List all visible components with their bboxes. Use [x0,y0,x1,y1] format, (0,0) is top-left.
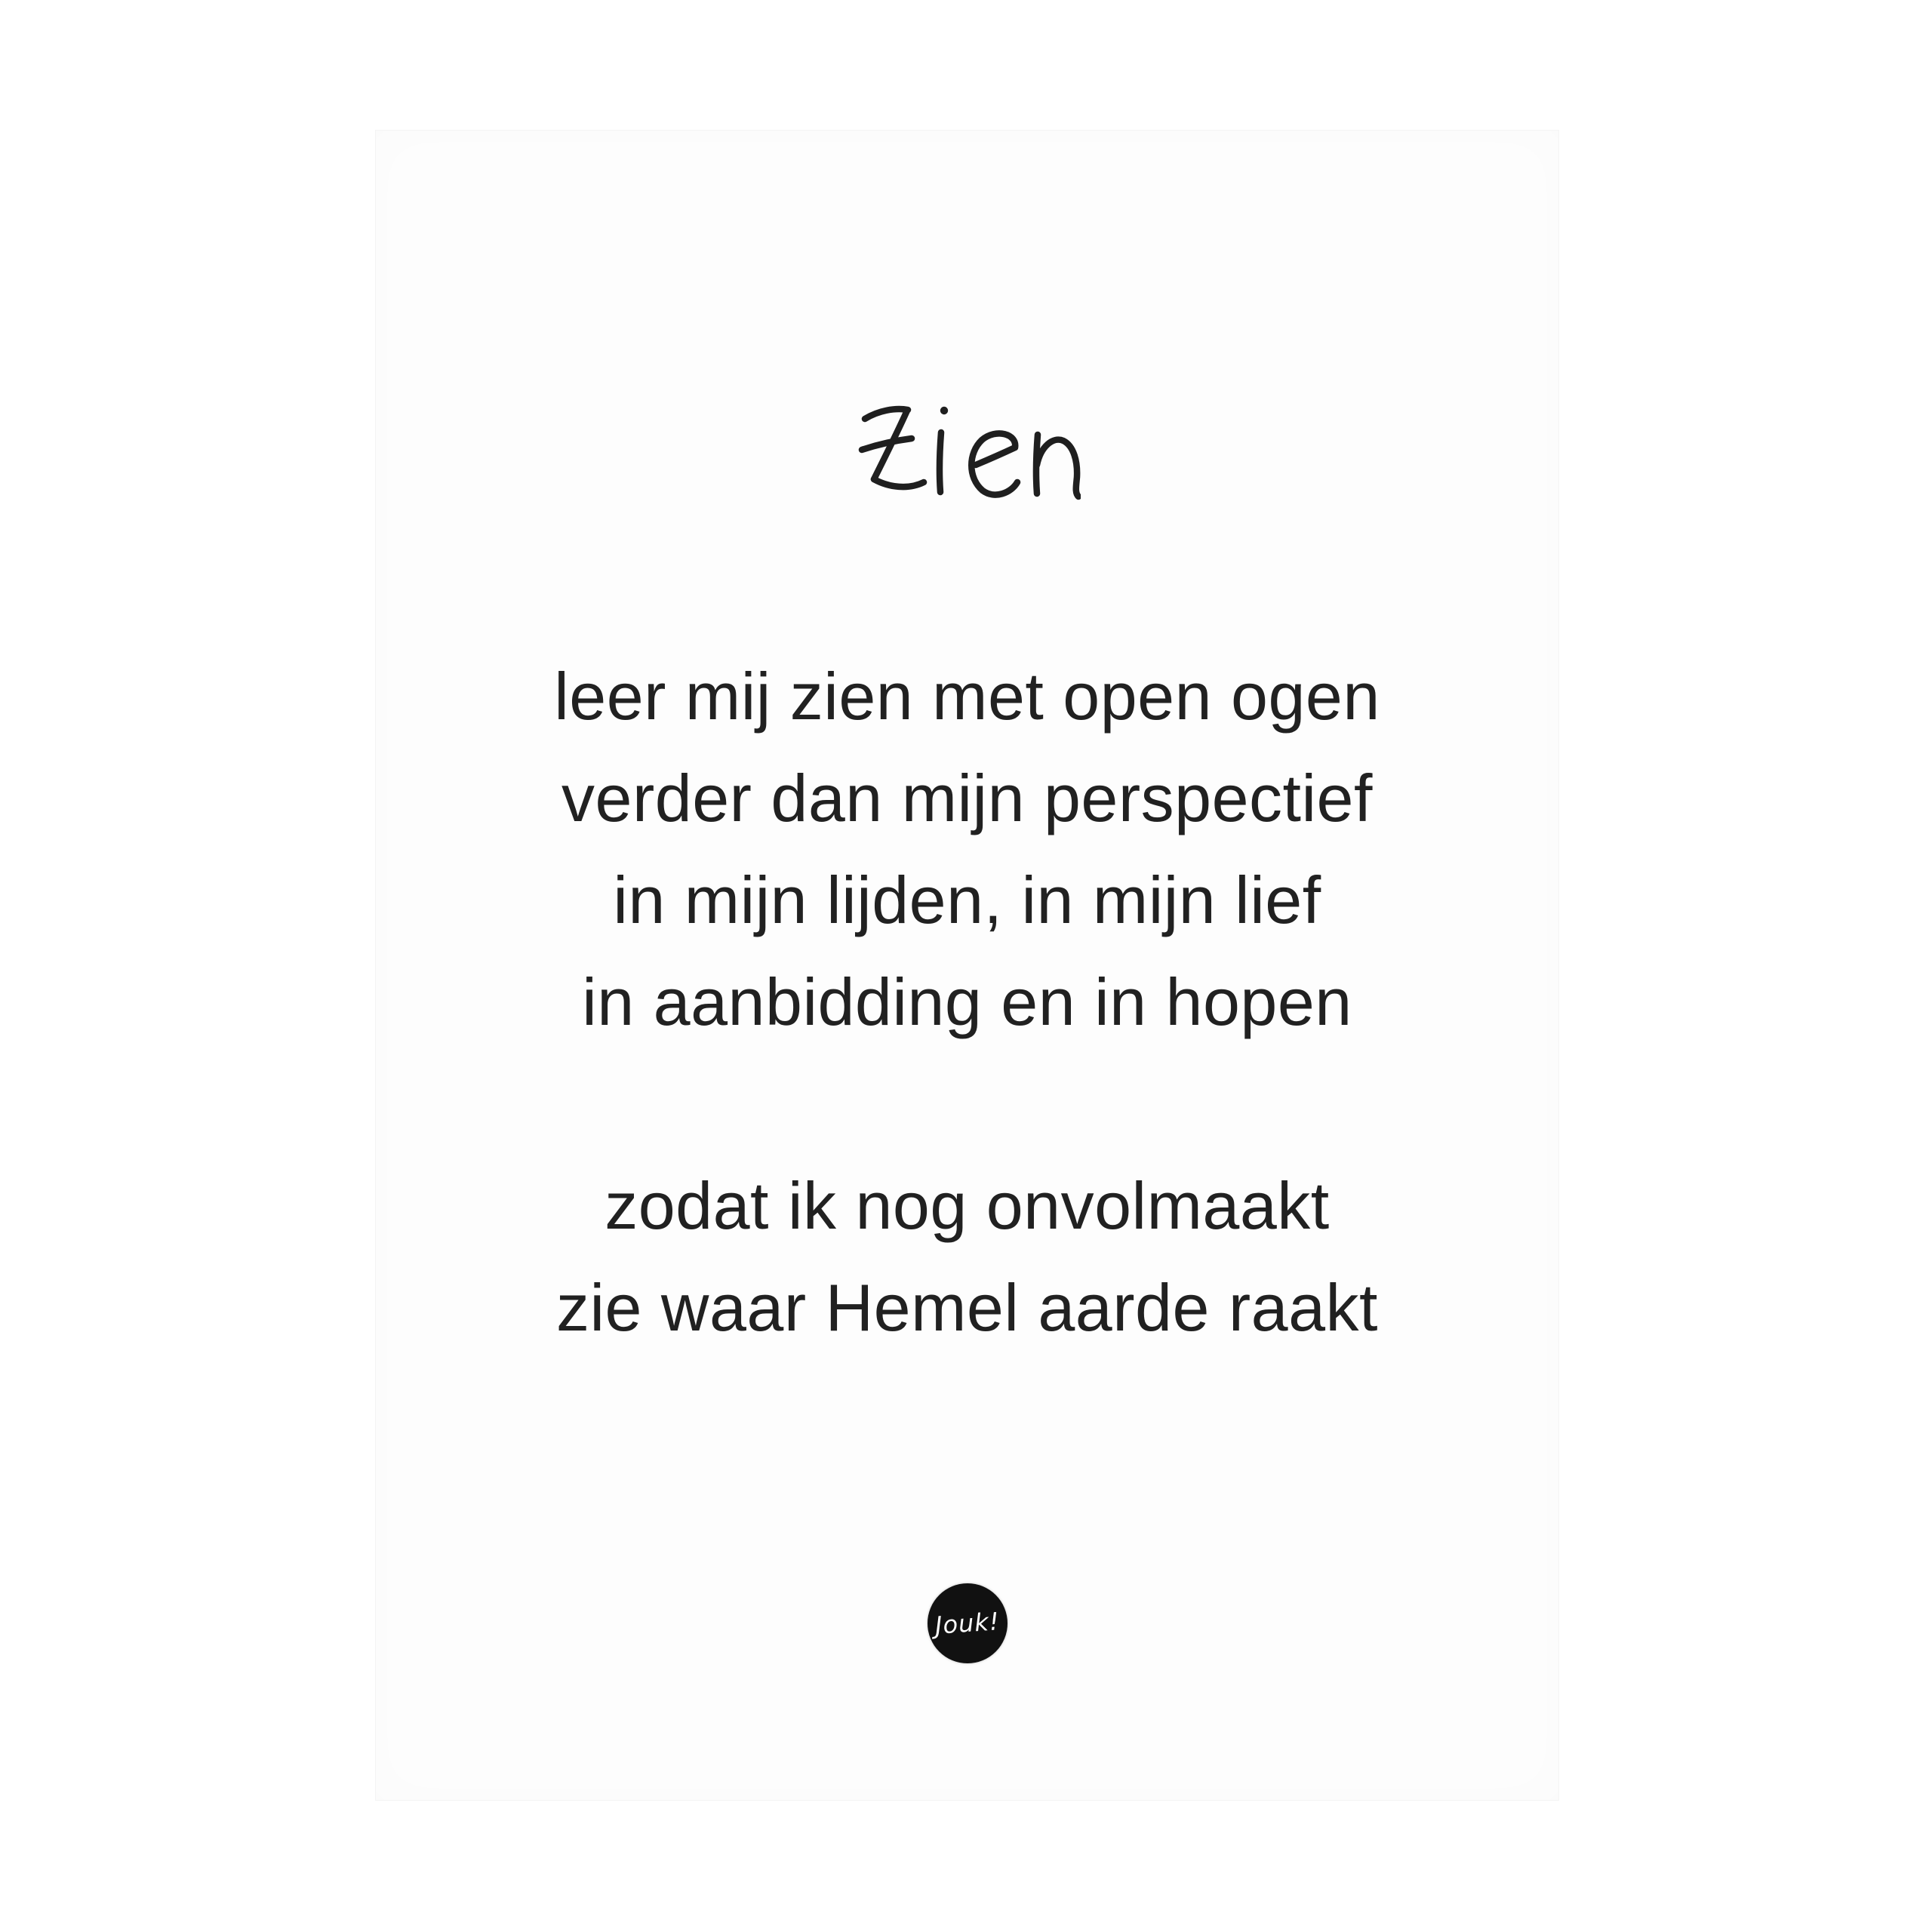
poem-stanza-2 [376,1155,1558,1358]
poem-body [376,645,1558,1358]
poem-line: in mijn lijden, in mijn lief [613,863,1321,937]
poem-stanza-1 [376,645,1558,1053]
poem-line: zie waar Hemel aarde raakt [555,1270,1379,1345]
poem-line: in aanbidding en in hopen [582,964,1352,1039]
poem-line: leer mij zien met open ogen [554,659,1380,734]
poster-card [375,130,1559,1801]
title-script-icon [854,395,1081,500]
jouk-logo [928,1583,1008,1663]
jouk-logo-text: Jouk! [934,1607,1001,1640]
poem-line: verder dan mijn perspectief [561,761,1373,835]
poem-title [376,395,1558,500]
poem-line: zodat ik nog onvolmaakt [605,1168,1330,1243]
